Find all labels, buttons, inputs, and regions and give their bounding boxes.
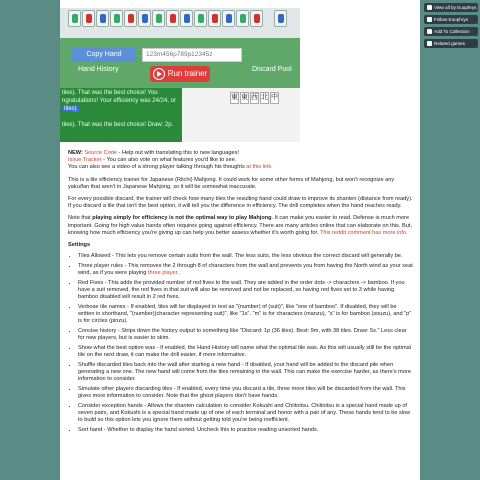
hand-tile[interactable] <box>208 10 221 27</box>
discard-tile: 北 <box>260 92 269 104</box>
discard-tile: 東 <box>240 92 249 104</box>
list-item: • Simulate other players discarding tiles - If enabled, every time you discard a tile, three more tiles will be discarded from the wall. This gives more information to consider. Note that the ghost players don't have hands. <box>78 386 414 400</box>
history-line: tiles) <box>64 106 77 112</box>
source-code-link[interactable]: Source Code <box>84 150 118 156</box>
hand-tile[interactable] <box>250 10 263 27</box>
add-to-collection-button[interactable]: Add To Collection <box>424 27 478 36</box>
hand-tile[interactable] <box>166 10 179 27</box>
hand-tile[interactable] <box>110 10 123 27</box>
list-item: • Verbose tile names - If enabled, tiles will be displayed in text as "(number) of (suit)", like "one of bamboo". If disabled, they will be written in shorthand, "(number)(character representing suit)", like "1s". "m" is for characters (manzu), "s" is for bamboo (souzu), and "p" is for circles (pinzu). <box>78 304 414 326</box>
efficiency-note: Note that playing simply for efficiency is not the optimal way to play Mahjong. It can make you easier to read. Defense is much more important. Going for high value hands often requires going against efficiency. There are many articles online that can elaborate on this. But, knowing how much efficiency you're giving up can help you better assess whether it's worth going for. This reddit comment has more info. <box>68 215 412 236</box>
hand-tile[interactable] <box>152 10 165 27</box>
list-item: • Sort hand - Whether to display the hand sorted. Uncheck this to practice reading unsorted hands. <box>78 427 414 434</box>
list-item: • Concise history - Strips down the history output to something like "Discard: 1p (36 tiles). Best: 9m, with 38 tiles. Draw: 5s." Less clear for new players, but is easier to skim. <box>78 328 414 342</box>
game-description <box>68 150 414 437</box>
play-icon <box>153 68 165 80</box>
list-item: • Shuffle discarded tiles back into the wall after starting a new hand - If disabled, your hand will be added to the discard pile when generating a new one. The new hand will come from the tiles remaining in the wall. This can make the exercise harder, as there's more information to consider. <box>78 362 414 384</box>
discard-tile: 東 <box>230 92 239 104</box>
list-item: • Consider exception hands - Allows the shanten calculation to consider Kokushi and Chiitoitsu. Chiitoitsu is a special hand made up of seven pairs, and Kokushi is a special hand made up of one of each terminal and honor with a pair of any. These hands tend to be slow to build so this option lets you ignore them without getting told you're being inefficient. <box>78 403 414 425</box>
hand-tile[interactable] <box>68 10 81 27</box>
history-line: ngratulations! Your efficiency was 24/24, or <box>62 98 176 104</box>
history-line: tiles). That was the best choice! You <box>62 90 158 96</box>
list-item: • Three player rules - This removes the 2 through 8 of characters from the wall and prevents you from having the North wind as your seat wind, as if you were playing three player. <box>78 263 414 277</box>
list-item: • Tiles Allowed - This lets you remove certain suits from the wall. The less suits, the less obvious the correct discard will generally be. <box>78 253 414 260</box>
run-trainer-button[interactable]: Run trainer <box>150 66 210 82</box>
hand-code-input[interactable]: 123m456p789p12345z <box>142 48 242 62</box>
list-item: • Red Fives - This adds the provided number of red fives to the wall. They are added in the order dots -> characters -> bamboo. If you have a suit removed, the red fives in that suit will also be removed and not be replaced, so having red fives set to 3 while having bamboo disabled will result in 2 red fives. <box>78 280 414 302</box>
intro-block: NEW: Source Code - Help out with translating this to new languages! Issue Tracker - You can also vote on what features you'd like to see. You can also see a video of a strong player talking through his thoughts at this link. <box>68 150 273 171</box>
follow-icon <box>427 17 432 22</box>
settings-heading: Settings <box>68 242 91 249</box>
hand-history-label: Hand History <box>78 66 119 73</box>
hand-tile[interactable] <box>124 10 137 27</box>
drawn-tile[interactable] <box>274 10 287 27</box>
settings-list <box>68 253 414 434</box>
discard-tile: 西 <box>250 92 259 104</box>
game-embed[interactable] <box>60 8 300 142</box>
hand-tile[interactable] <box>180 10 193 27</box>
list-item: • Show what the best option was - If enabled, the Hand History will name what the optimal tile was. As this will usually still be the optimal tile on the next draw, it can make the drill easier, if more informative. <box>78 345 414 359</box>
description-paragraph: This is a tile efficiency trainer for Japanese (Riichi) Mahjong. It could work for some other forms of Mahjong, but won't recognize any yaku/fan that aren't in Japanese Mahjong, so it will be somewhat inaccurate. <box>68 176 395 190</box>
description-paragraph: For every possible discard, the trainer will check how many tiles the resulting hand could draw to improve its shanten (distance from ready). If you discard a tile that isn't the best option, it will tell you the difference in efficiency. The drill completes when the hand reaches ready. <box>68 196 413 210</box>
new-label: NEW: <box>68 150 83 156</box>
follow-button[interactable]: Follow Euophrys <box>424 15 478 24</box>
hand-history-panel[interactable] <box>60 88 182 142</box>
hand-tile[interactable] <box>236 10 249 27</box>
hand-tile[interactable] <box>222 10 235 27</box>
discard-pool-panel <box>182 88 300 142</box>
view-all-button[interactable]: View all by Euophrys <box>424 3 478 12</box>
related-games-icon <box>427 41 432 46</box>
issue-tracker-link[interactable]: Issue Tracker <box>68 157 102 164</box>
user-icon <box>427 5 432 10</box>
hand-tile[interactable] <box>138 10 151 27</box>
three-player-link[interactable]: three player <box>147 270 178 277</box>
hand-tile[interactable] <box>82 10 95 27</box>
related-games-button[interactable]: Related games <box>424 39 478 48</box>
history-line: tiles). That was the best choice! Draw: 2p. <box>62 122 174 128</box>
reddit-comment-link[interactable]: This reddit comment has more info. <box>319 229 408 236</box>
discard-tile: 中 <box>270 92 279 104</box>
discard-pool-label: Discard Pool <box>252 66 292 73</box>
hand-tile[interactable] <box>96 10 109 27</box>
video-link[interactable]: at this link. <box>246 164 273 171</box>
hand-tile[interactable] <box>194 10 207 27</box>
copy-hand-button[interactable]: Copy Hand <box>72 48 136 62</box>
hand-tiles[interactable] <box>60 8 300 38</box>
add-collection-icon <box>427 29 432 34</box>
